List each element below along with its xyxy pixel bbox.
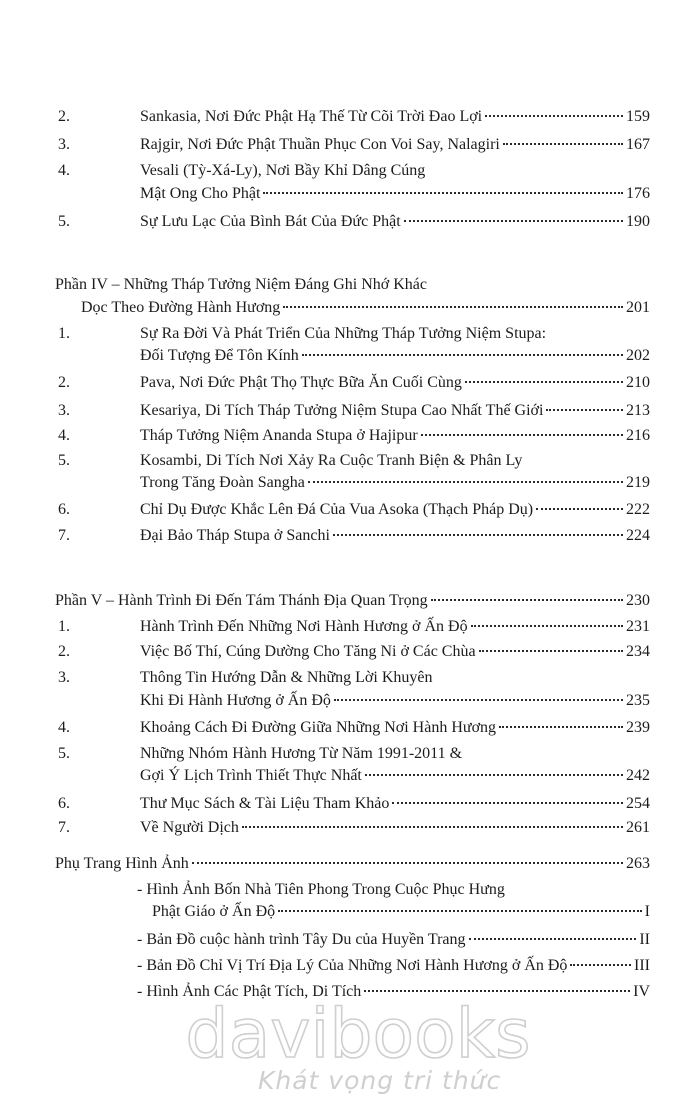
- entry-number: 6.: [58, 795, 70, 812]
- entry-title: - Bản Đồ cuộc hành trình Tây Du của Huyền Trang: [137, 931, 466, 948]
- entry-number: 4.: [58, 162, 70, 179]
- entry-page: 159: [626, 108, 650, 125]
- entry-page: 235: [626, 692, 650, 709]
- entry-number: 3.: [58, 136, 70, 153]
- entry-page: 210: [626, 374, 650, 391]
- entry-title-cont: Khi Đi Hành Hương ở Ấn Độ: [140, 692, 331, 709]
- entry-number: 4.: [58, 427, 70, 444]
- entry-title: Chỉ Dụ Được Khắc Lên Đá Của Vua Asoka (Thạch Pháp Dụ): [140, 501, 534, 518]
- entry-number: 5.: [58, 213, 70, 230]
- entry-page: IV: [633, 983, 650, 1000]
- section-title: Phụ Trang Hình Ảnh: [55, 855, 189, 872]
- entry-page: 202: [626, 347, 650, 364]
- watermark-logo: [148, 1003, 568, 1063]
- entry-title: Đại Bảo Tháp Stupa ở Sanchi: [140, 527, 330, 544]
- section-title: Phần IV – Những Tháp Tưởng Niệm Đáng Ghi Nhớ Khác: [55, 276, 427, 293]
- entry-title: Kosambi, Di Tích Nơi Xảy Ra Cuộc Tranh Biện & Phân Ly: [140, 452, 523, 469]
- entry-title: Sankasia, Nơi Đức Phật Hạ Thế Từ Cõi Trời Đao Lợi: [140, 108, 483, 125]
- entry-page: II: [639, 931, 650, 948]
- entry-page: III: [634, 957, 650, 974]
- entry-page: 261: [626, 819, 650, 836]
- entry-title-cont: Trong Tăng Đoàn Sangha: [140, 474, 305, 491]
- entry-title: Vesali (Tỳ-Xá-Ly), Nơi Bầy Khỉ Dâng Cúng: [140, 162, 426, 179]
- entry-number: 5.: [58, 452, 70, 469]
- entry-page: 219: [626, 474, 650, 491]
- section-title: Phần V – Hành Trình Đi Đến Tám Thánh Địa Quan Trọng: [55, 592, 428, 609]
- entry-number: 2.: [58, 108, 70, 125]
- entry-title-cont: Gợi Ý Lịch Trình Thiết Thực Nhất: [140, 767, 362, 784]
- entry-title: - Hình Ảnh Các Phật Tích, Di Tích: [137, 983, 362, 1000]
- entry-number: 7.: [58, 819, 70, 836]
- entry-page: 176: [626, 185, 650, 202]
- entry-page: 167: [626, 136, 650, 153]
- entry-number: 2.: [58, 643, 70, 660]
- entry-title: Pava, Nơi Đức Phật Thọ Thực Bữa Ăn Cuối Cùng: [140, 374, 462, 391]
- entry-title: Hành Trình Đến Những Nơi Hành Hương ở Ấn Độ: [140, 618, 468, 635]
- entry-number: 3.: [58, 402, 70, 419]
- entry-title-cont: Đối Tượng Để Tôn Kính: [140, 347, 299, 364]
- entry-page: 222: [626, 501, 650, 518]
- entry-title: Rajgir, Nơi Đức Phật Thuần Phục Con Voi Say, Nalagiri: [140, 136, 500, 153]
- entry-number: 2.: [58, 374, 70, 391]
- entry-number: 4.: [58, 719, 70, 736]
- entry-number: 7.: [58, 527, 70, 544]
- entry-title: Thư Mục Sách & Tài Liệu Tham Khảo: [140, 795, 390, 812]
- entry-title-cont: Phật Giáo ở Ấn Độ: [152, 903, 276, 920]
- entry-page: 239: [626, 719, 650, 736]
- entry-title: Sự Lưu Lạc Của Bình Bát Của Đức Phật: [140, 213, 401, 230]
- entry-page: 190: [626, 213, 650, 230]
- entry-page: 224: [626, 527, 650, 544]
- entry-title: - Hình Ảnh Bốn Nhà Tiên Phong Trong Cuộc Phục Hưng: [137, 881, 505, 898]
- entry-title: Kesariya, Di Tích Tháp Tưởng Niệm Stupa Cao Nhất Thế Giới: [140, 402, 544, 419]
- section-page: 230: [626, 592, 650, 609]
- entry-title: Sự Ra Đời Và Phát Triển Của Những Tháp Tưởng Niệm Stupa:: [140, 325, 547, 342]
- entry-title: Những Nhóm Hành Hương Từ Năm 1991-2011 &: [140, 745, 463, 762]
- entry-page: 216: [626, 427, 650, 444]
- watermark-logo-text: davibooks: [185, 1003, 531, 1063]
- section-title-cont: Dọc Theo Đường Hành Hương: [81, 299, 281, 316]
- entry-title: - Bản Đồ Chỉ Vị Trí Địa Lý Của Những Nơi Hành Hương ở Ấn Độ: [137, 957, 568, 974]
- entry-number: 6.: [58, 501, 70, 518]
- section-page: 263: [626, 855, 650, 872]
- entry-page: I: [644, 903, 650, 920]
- entry-number: 5.: [58, 745, 70, 762]
- entry-title: Về Người Dịch: [140, 819, 239, 836]
- watermark-tagline: Khát vọng tri thức: [258, 1066, 502, 1095]
- entry-number: 3.: [58, 669, 70, 686]
- entry-page: 254: [626, 795, 650, 812]
- entry-title-cont: Mật Ong Cho Phật: [140, 185, 261, 202]
- section-page: 201: [626, 299, 650, 316]
- entry-number: 1.: [58, 618, 70, 635]
- entry-page: 242: [626, 767, 650, 784]
- entry-page: 231: [626, 618, 650, 635]
- entry-number: 1.: [58, 325, 70, 342]
- entry-page: 234: [626, 643, 650, 660]
- entry-title: Thông Tin Hướng Dẫn & Những Lời Khuyên: [140, 669, 433, 686]
- entry-title: Việc Bố Thí, Cúng Dường Cho Tăng Ni ở Các Chùa: [140, 643, 476, 660]
- entry-title: Khoảng Cách Đi Đường Giữa Những Nơi Hành Hương: [140, 719, 497, 736]
- entry-title: Tháp Tưởng Niệm Ananda Stupa ở Hajipur: [140, 427, 418, 444]
- entry-page: 213: [626, 402, 650, 419]
